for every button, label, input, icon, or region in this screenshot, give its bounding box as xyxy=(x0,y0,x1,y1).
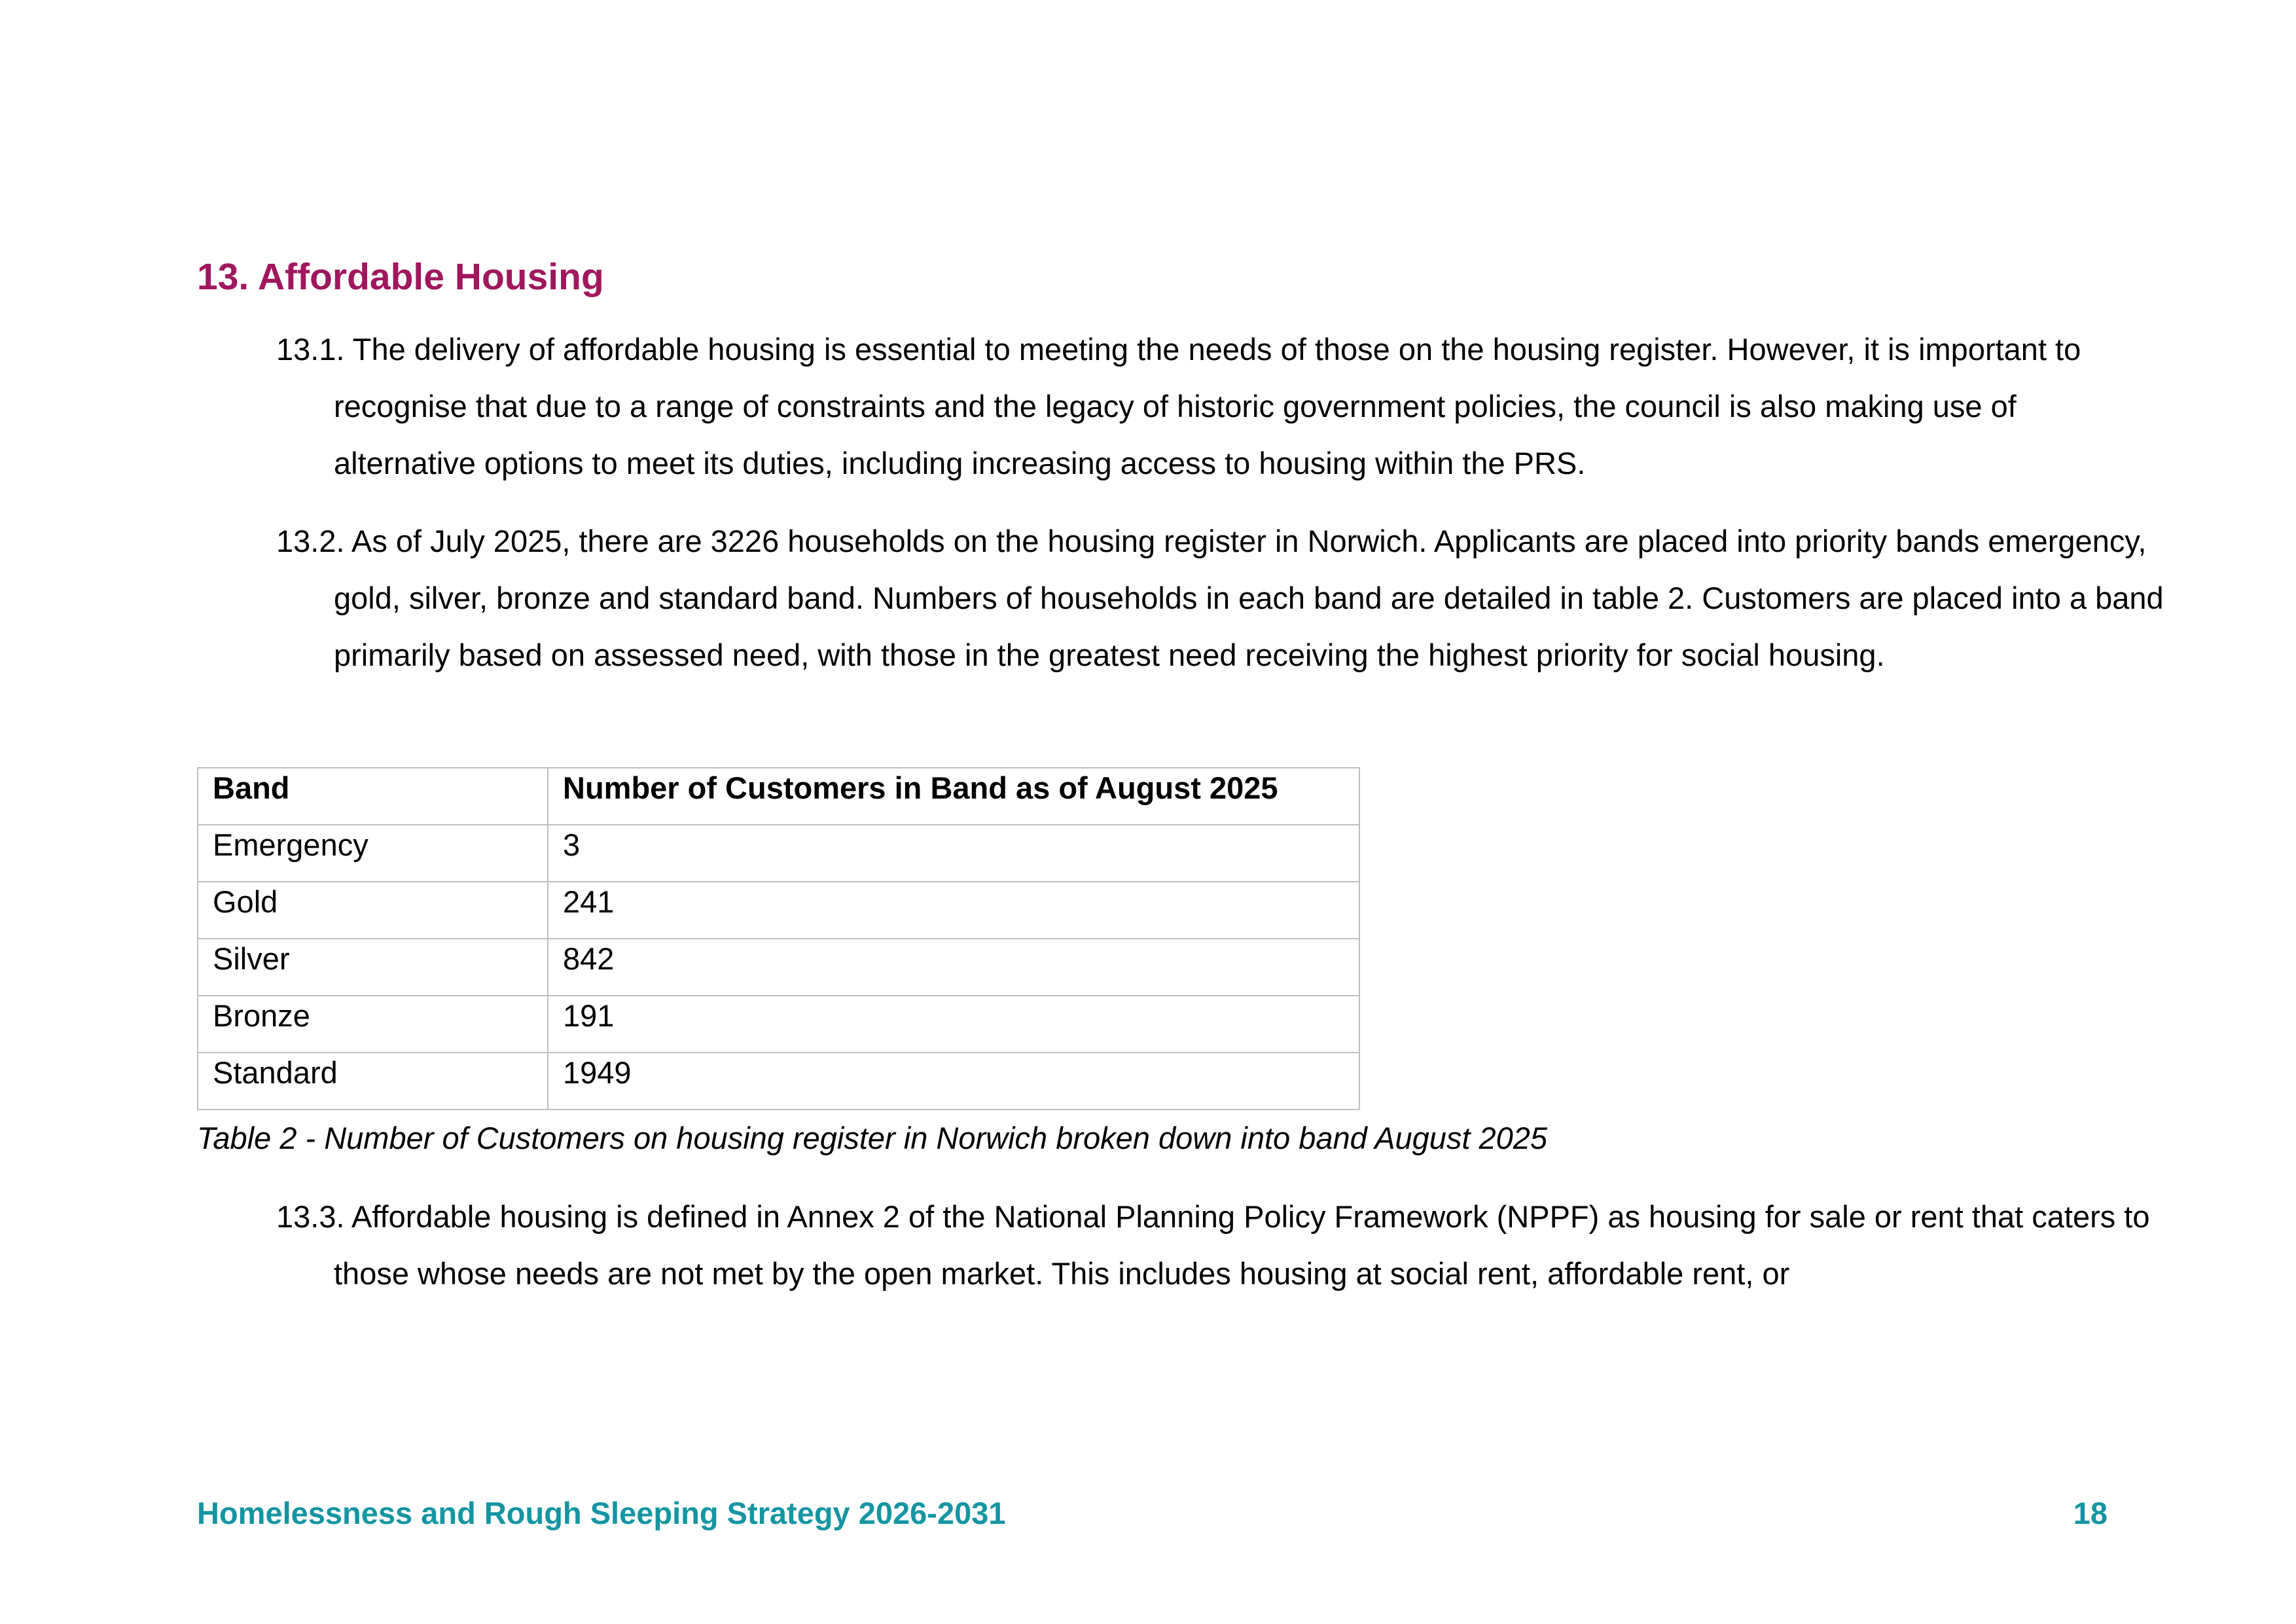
band-cell: Emergency xyxy=(198,825,548,882)
band-cell: Bronze xyxy=(198,996,548,1053)
count-cell: 1949 xyxy=(548,1053,1359,1110)
table-row xyxy=(198,939,1359,996)
band-table xyxy=(197,767,1360,1110)
table-row xyxy=(198,996,1359,1053)
table-caption: Table 2 - Number of Customers on housing register in Norwich broken down into band August 2025 xyxy=(197,1121,1548,1155)
section-heading: 13. Affordable Housing xyxy=(197,256,604,298)
footer-document-title: Homelessness and Rough Sleeping Strategy 2026-2031 xyxy=(197,1496,1006,1530)
table-row xyxy=(198,882,1359,939)
paragraph-13-2: 13.2. As of July 2025, there are 3226 households on the housing register in Norwich. Applicants are placed into priority bands emergency, gold, silver, bronze and standard band. Numbers of households in each band are detailed in table 2. Customers are placed into a band primarily based on assessed need, with those in the greatest need receiving the highest priority for social housing. xyxy=(276,524,2164,672)
column-header-customers: Number of Customers in Band as of August 2025 xyxy=(548,768,1359,825)
band-cell: Standard xyxy=(198,1053,548,1110)
page-number: 18 xyxy=(2073,1496,2108,1530)
table-row xyxy=(198,1053,1359,1110)
band-cell: Gold xyxy=(198,882,548,939)
paragraph-13-3: 13.3. Affordable housing is defined in Annex 2 of the National Planning Policy Framework (NPPF) as housing for sale or rent that caters to those whose needs are not met by the open market. This includes housing at social rent, affordable rent, or xyxy=(276,1199,2150,1291)
table-header-row xyxy=(198,768,1359,825)
paragraph-13-1: 13.1. The delivery of affordable housing is essential to meeting the needs of those on the housing register. However, it is important to recognise that due to a range of constraints and the legacy of historic government policies, the council is also making use of alternative options to meet its duties, including increasing access to housing within the PRS. xyxy=(276,332,2081,480)
table-row xyxy=(198,825,1359,882)
column-header-band: Band xyxy=(198,768,548,825)
count-cell: 3 xyxy=(548,825,1359,882)
count-cell: 241 xyxy=(548,882,1359,939)
count-cell: 842 xyxy=(548,939,1359,996)
count-cell: 191 xyxy=(548,996,1359,1053)
band-cell: Silver xyxy=(198,939,548,996)
